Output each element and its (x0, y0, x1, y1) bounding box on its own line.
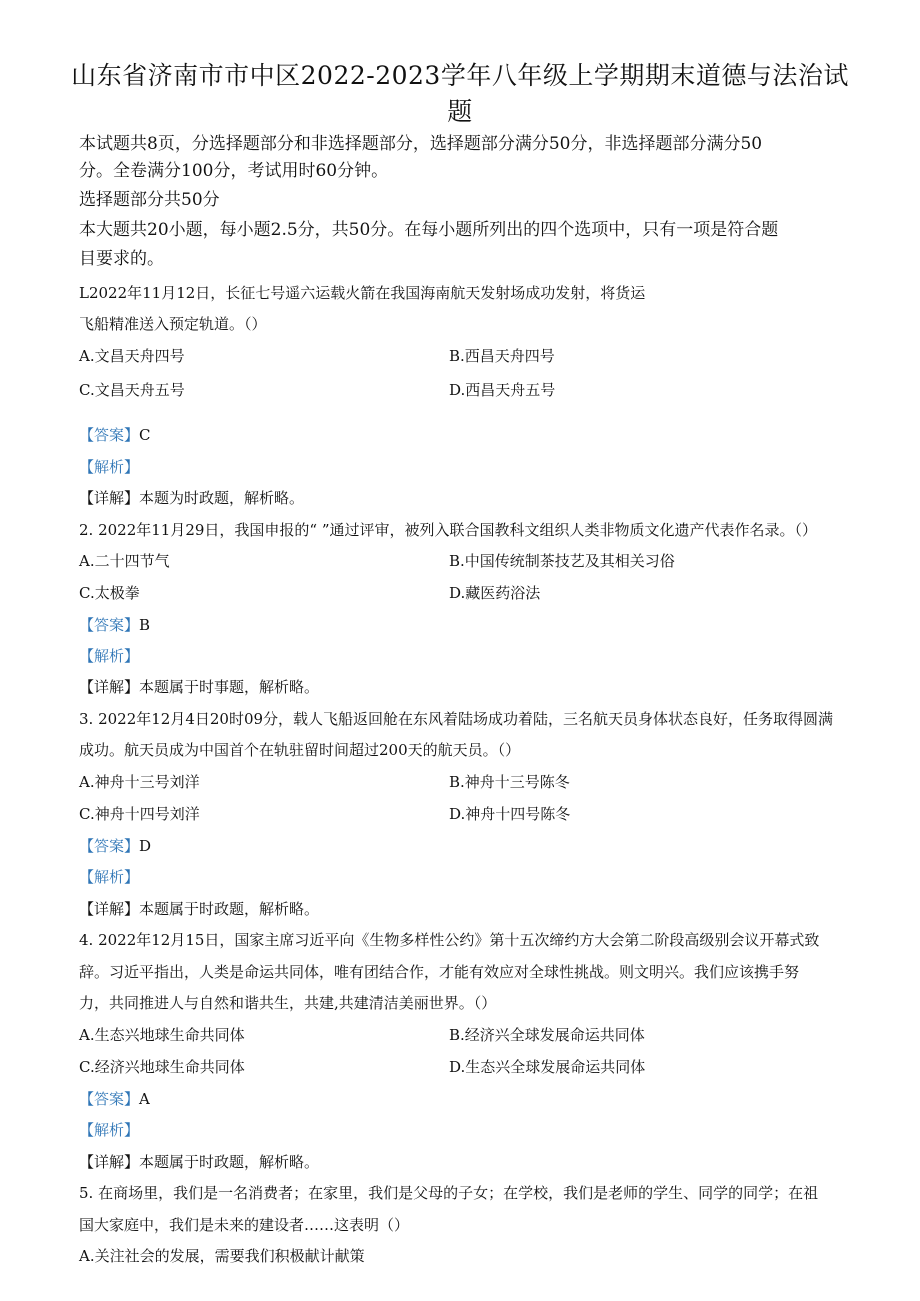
question-3-option-b: B.神舟十三号陈冬 (449, 773, 570, 791)
question-4-option-a: A.生态兴地球生命共同体 (79, 1026, 245, 1044)
answer-value: C (139, 426, 151, 444)
question-5-stem-line-2: 国大家庭中，我们是未来的建设者……这表明（） (79, 1216, 410, 1234)
question-1-option-a: A.文昌天舟四号 (79, 347, 185, 365)
question-2-option-c: C.太极拳 (79, 584, 140, 602)
detail-label: 【详解】 (79, 900, 140, 918)
detail-text: 本题属于时政题，解析略。 (139, 900, 320, 918)
question-1-stem-line-1: L2022年11月12日，长征七号遥六运载火箭在我国海南航天发射场成功发射，将货运 (79, 284, 646, 302)
question-1-option-c: C.文昌天舟五号 (79, 381, 185, 399)
question-1-detail (79, 488, 304, 508)
question-3-stem-line-2: 成功。航天员成为中国首个在轨驻留时间超过200天的航天员。（） (79, 741, 521, 759)
question-4-analysis (79, 1120, 139, 1140)
question-3-analysis (79, 867, 139, 887)
exam-title-line-1: 山东省济南市市中区2022-2023学年八年级上学期期末道德与法治试 (71, 61, 849, 90)
question-1-analysis (79, 457, 139, 477)
question-2-analysis (79, 646, 139, 666)
question-4-stem-line-1: 4. 2022年12月15日，国家主席习近平向《生物多样性公约》第十五次缔约方大会第二阶段高级别会议开幕式致 (79, 931, 820, 949)
question-4-option-d: D.生态兴全球发展命运共同体 (449, 1058, 646, 1076)
question-1-option-d: D.西昌天舟五号 (449, 381, 556, 399)
question-5-stem-line-1: 5. 在商场里，我们是一名消费者；在家里，我们是父母的子女；在学校，我们是老师的学生、同学的同学；在祖 (79, 1184, 819, 1202)
intro-line-1: 本试题共8页，分选择题部分和非选择题部分，选择题部分满分50分，非选择题部分满分50 (79, 134, 763, 154)
question-2-option-d: D.藏医药浴法 (449, 584, 541, 602)
answer-value: B (139, 616, 151, 634)
answer-value: A (139, 1090, 150, 1108)
detail-label: 【详解】 (79, 678, 140, 696)
question-3-option-d: D.神舟十四号陈冬 (449, 805, 571, 823)
question-5-option-a: A.关注社会的发展，需要我们积极献计献策 (79, 1247, 365, 1265)
question-1-option-b: B.西昌天舟四号 (449, 347, 555, 365)
question-3-option-c: C.神舟十四号刘洋 (79, 805, 200, 823)
question-3-detail (79, 899, 319, 919)
section-heading: 选择题部分共50分 (79, 190, 220, 210)
question-3-stem-line-1: 3. 2022年12月4日20时09分，载人飞船返回舱在东风着陆场成功着陆，三名航天员身体状态良好，任务取得圆满 (79, 710, 834, 728)
detail-text: 本题属于时政题，解析略。 (139, 1153, 320, 1171)
analysis-label: 【解析】 (79, 868, 140, 886)
exam-title-line-2: 题 (447, 97, 473, 126)
detail-label: 【详解】 (79, 1153, 140, 1171)
answer-label: 【答案】 (79, 426, 140, 444)
instruction-line-2: 目要求的。 (79, 249, 164, 269)
question-2-detail (79, 677, 319, 697)
question-4-stem-line-2: 辞。习近平指出，人类是命运共同体，唯有团结合作，才能有效应对全球性挑战。则文明兴。我们应该携手努 (79, 963, 800, 981)
intro-line-2: 分。全卷满分100分，考试用时60分钟。 (79, 161, 389, 181)
question-4-option-c: C.经济兴地球生命共同体 (79, 1058, 245, 1076)
question-3-answer (79, 836, 151, 856)
analysis-label: 【解析】 (79, 647, 140, 665)
answer-label: 【答案】 (79, 616, 140, 634)
question-2-stem-line-1: 2. 2022年11月29日，我国申报的“ ”通过评审，被列入联合国教科文组织人类非物质文化遗产代表作名录。（） (79, 521, 818, 539)
question-4-stem-line-3: 力，共同推进人与自然和谐共生，共建,共建清洁美丽世界。（） (79, 994, 497, 1012)
question-4-detail (79, 1152, 319, 1172)
detail-text: 本题为时政题，解析略。 (139, 489, 305, 507)
answer-label: 【答案】 (79, 1090, 140, 1108)
question-2-option-b: B.中国传统制茶技艺及其相关习俗 (449, 552, 675, 570)
detail-text: 本题属于时事题，解析略。 (139, 678, 320, 696)
question-2-option-a: A.二十四节气 (79, 552, 170, 570)
question-2-answer (79, 615, 150, 635)
question-1-stem-line-2: 飞船精准送入预定轨道。（） (79, 315, 267, 333)
question-4-option-b: B.经济兴全球发展命运共同体 (449, 1026, 645, 1044)
analysis-label: 【解析】 (79, 458, 140, 476)
answer-label: 【答案】 (79, 837, 140, 855)
detail-label: 【详解】 (79, 489, 140, 507)
answer-value: D (139, 837, 152, 855)
question-1-answer (79, 425, 151, 445)
question-3-option-a: A.神舟十三号刘洋 (79, 773, 200, 791)
instruction-line-1: 本大题共20小题，每小题2.5分，共50分。在每小题所列出的四个选项中，只有一项是符合题 (79, 220, 779, 240)
analysis-label: 【解析】 (79, 1121, 140, 1139)
question-4-answer (79, 1089, 150, 1109)
